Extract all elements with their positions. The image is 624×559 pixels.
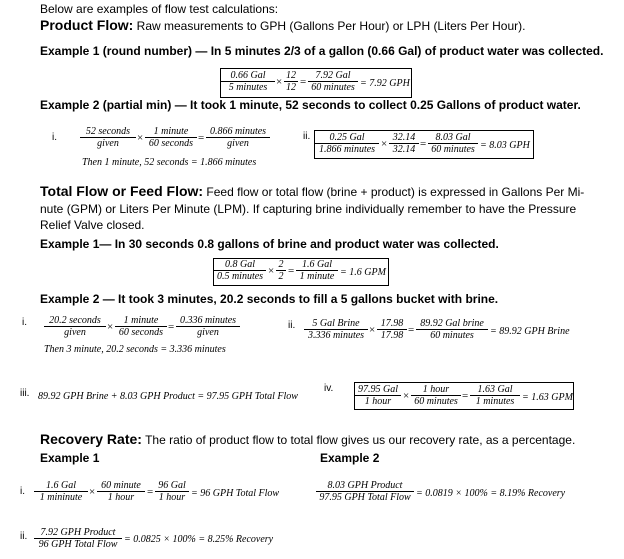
denominator: 32.14: [392, 144, 416, 155]
rr-ex1i-frac3: [155, 480, 189, 503]
numerator: 7.92 Gal: [308, 70, 358, 82]
roman-numeral: iv.: [324, 383, 334, 394]
recovery-ex2-label: Example 2: [320, 451, 380, 465]
tf-ex2iii-text: 89.92 GPH Brine + 8.03 GPH Product = 97.95 GPH Total Flow: [38, 391, 298, 402]
equals-sign: =: [168, 321, 175, 333]
roman-numeral: ii.: [303, 131, 311, 142]
equals-sign: =: [420, 138, 427, 150]
total-flow-desc3: Relief Valve closed.: [40, 218, 145, 232]
numerator: 97.95 Gal: [355, 384, 401, 396]
pf-ex2i-frac3: [206, 126, 270, 149]
numerator: 52 seconds: [80, 126, 136, 138]
tf-ex2ii-frac2: [377, 318, 407, 341]
pf-ex1-frac1: [221, 70, 275, 93]
denominator: 97.95 GPH Total Flow: [319, 492, 411, 503]
numerator: 7.92 GPH Product: [34, 527, 122, 539]
numerator: 1 hour: [411, 384, 461, 396]
denominator: 1 hour: [107, 492, 135, 503]
tf-ex2i-frac2: [115, 315, 167, 338]
denominator: 3.336 minutes: [307, 330, 365, 341]
tf-example1-title: Example 1— In 30 seconds 0.8 gallons of brine and product water was collected.: [40, 237, 499, 251]
numerator: 0.866 minutes: [206, 126, 270, 138]
product-flow-desc: Raw measurements to GPH (Gallons Per Hour) or LPH (Liters Per Hour).: [136, 19, 526, 33]
total-flow-desc2: nute (GPM) or Liters Per Minute (LPM). If capturing brine individually remember to have the Pressure: [40, 202, 577, 216]
numerator: 1 minute: [115, 315, 167, 327]
tf-ex2i-frac1: [44, 315, 106, 338]
recovery-ex1-label: Example 1: [40, 451, 100, 465]
tf-ex2iv-frac2: [411, 384, 461, 407]
numerator: 32.14: [389, 132, 419, 144]
tf-ex1-frac2: [276, 259, 286, 282]
denominator: given: [97, 138, 119, 149]
rr-ex1ii-result: = 0.0825 × 100% = 8.25% Recovery: [124, 534, 274, 545]
pf-ex2i-then: Then 1 minute, 52 seconds = 1.866 minutes: [82, 157, 257, 168]
times-sign: ×: [89, 486, 96, 498]
denominator: 60 seconds: [118, 327, 164, 338]
roman-numeral: ii.: [288, 320, 296, 331]
pf-ex2ii-frac1: [315, 132, 379, 155]
tf-ex2i-then: Then 3 minute, 20.2 seconds = 3.336 minutes: [44, 344, 226, 355]
intro-text: Below are examples of flow test calculations:: [40, 2, 279, 16]
denominator: 17.98: [380, 330, 404, 341]
tf-ex2iv-frac3: [470, 384, 520, 407]
numerator: 2: [276, 259, 286, 271]
rr-ex1i-result: = 96 GPH Total Flow: [191, 488, 280, 499]
tf-ex2iv-frac1: [355, 384, 401, 407]
rr-ex2-frac: [316, 480, 414, 503]
tf-ex2ii-result: = 89.92 GPH Brine: [490, 326, 570, 337]
rr-ex1i-frac2: [97, 480, 145, 503]
pf-ex2ii-frac2: [389, 132, 419, 155]
rr-ex1ii-frac: [34, 527, 122, 550]
roman-numeral: i.: [20, 486, 25, 497]
numerator: 5 Gal Brine: [304, 318, 368, 330]
roman-numeral: ii.: [20, 531, 28, 542]
denominator: 1 hour: [158, 492, 186, 503]
numerator: 0.25 Gal: [315, 132, 379, 144]
tf-ex1-frac1: [214, 259, 266, 282]
denominator: 60 minutes: [311, 82, 355, 93]
roman-numeral: i.: [22, 317, 27, 328]
total-flow-heading: Total Flow or Feed Flow:: [40, 183, 204, 199]
product-flow-section: [40, 18, 525, 33]
tf-ex2i-frac3: [176, 315, 240, 338]
equals-sign: =: [462, 390, 469, 402]
total-flow-line1: [40, 184, 584, 199]
numerator: 20.2 seconds: [44, 315, 106, 327]
times-sign: ×: [381, 138, 388, 150]
tf-ex1-frac3: [296, 259, 338, 282]
pf-example1-title: Example 1 (round number) — In 5 minutes 2/3 of a gallon (0.66 Gal) of product water was collected.: [40, 44, 604, 58]
equals-sign: =: [408, 324, 415, 336]
numerator: 17.98: [377, 318, 407, 330]
numerator: 1.6 Gal: [296, 259, 338, 271]
pf-example2-title: Example 2 (partial min) — It took 1 minute, 52 seconds to collect 0.25 Gallons of product water.: [40, 98, 581, 112]
times-sign: ×: [137, 132, 144, 144]
roman-numeral: i.: [52, 132, 57, 143]
denominator: given: [227, 138, 249, 149]
total-flow-desc1: Feed flow or total flow (brine + product) is expressed in Gallons Per Mi-: [206, 185, 585, 199]
product-flow-heading: Product Flow:: [40, 17, 134, 33]
numerator: 60 minute: [97, 480, 145, 492]
denominator: 1.866 minutes: [318, 144, 376, 155]
denominator: 2: [278, 271, 284, 282]
roman-numeral: iii.: [20, 388, 30, 399]
numerator: 0.66 Gal: [221, 70, 275, 82]
denominator: 1 mininute: [39, 492, 83, 503]
times-sign: ×: [268, 265, 275, 277]
denominator: 0.5 minutes: [216, 271, 264, 282]
tf-ex2ii-frac1: [304, 318, 368, 341]
times-sign: ×: [369, 324, 376, 336]
rr-ex1i-frac1: [34, 480, 88, 503]
denominator: 60 seconds: [148, 138, 194, 149]
denominator: 96 GPH Total Flow: [38, 539, 118, 550]
recovery-heading: Recovery Rate:: [40, 431, 142, 447]
denominator: 60 minutes: [430, 330, 474, 341]
numerator: 0.8 Gal: [214, 259, 266, 271]
pf-ex1-frac3: [308, 70, 358, 93]
pf-ex2i-frac1: [80, 126, 136, 149]
numerator: 0.336 minutes: [176, 315, 240, 327]
denominator: 12: [286, 82, 296, 93]
numerator: 12: [286, 70, 296, 81]
times-sign: ×: [107, 321, 114, 333]
denominator: 5 minutes: [228, 82, 268, 93]
numerator: 89.92 Gal brine: [416, 318, 488, 330]
numerator: 1 minute: [145, 126, 197, 138]
tf-ex2ii-frac3: [416, 318, 488, 341]
numerator: 8.03 GPH Product: [316, 480, 414, 492]
numerator: 1.6 Gal: [34, 480, 88, 492]
equals-sign: =: [198, 132, 205, 144]
pf-ex2ii-result: = 8.03 GPH: [480, 140, 530, 151]
equals-sign: =: [300, 76, 307, 88]
tf-ex2iv-result: = 1.63 GPM: [522, 392, 573, 403]
denominator: 60 minutes: [414, 396, 458, 407]
rr-ex2-result: = 0.0819 × 100% = 8.19% Recovery: [416, 488, 566, 499]
denominator: given: [197, 327, 219, 338]
times-sign: ×: [276, 76, 283, 88]
recovery-desc: The ratio of product flow to total flow gives us our recovery rate, as a percentage.: [145, 433, 576, 447]
equals-sign: =: [288, 265, 295, 277]
numerator: 96 Gal: [155, 480, 189, 492]
pf-ex1-frac2: [284, 70, 298, 93]
times-sign: ×: [403, 390, 410, 402]
numerator: 1.63 Gal: [470, 384, 520, 396]
numerator: 8.03 Gal: [428, 132, 478, 144]
pf-ex1-result: = 7.92 GPH: [360, 78, 410, 89]
recovery-line: [40, 432, 575, 447]
denominator: 1 hour: [364, 396, 392, 407]
denominator: 60 minutes: [431, 144, 475, 155]
tf-ex1-result: = 1.6 GPM: [340, 267, 386, 278]
denominator: 1 minute: [299, 271, 335, 282]
tf-example2-title: Example 2 — It took 3 minutes, 20.2 seconds to fill a 5 gallons bucket with brine.: [40, 292, 499, 306]
pf-ex2ii-frac3: [428, 132, 478, 155]
denominator: given: [64, 327, 86, 338]
equals-sign: =: [147, 486, 154, 498]
denominator: 1 minutes: [475, 396, 515, 407]
pf-ex2i-frac2: [145, 126, 197, 149]
